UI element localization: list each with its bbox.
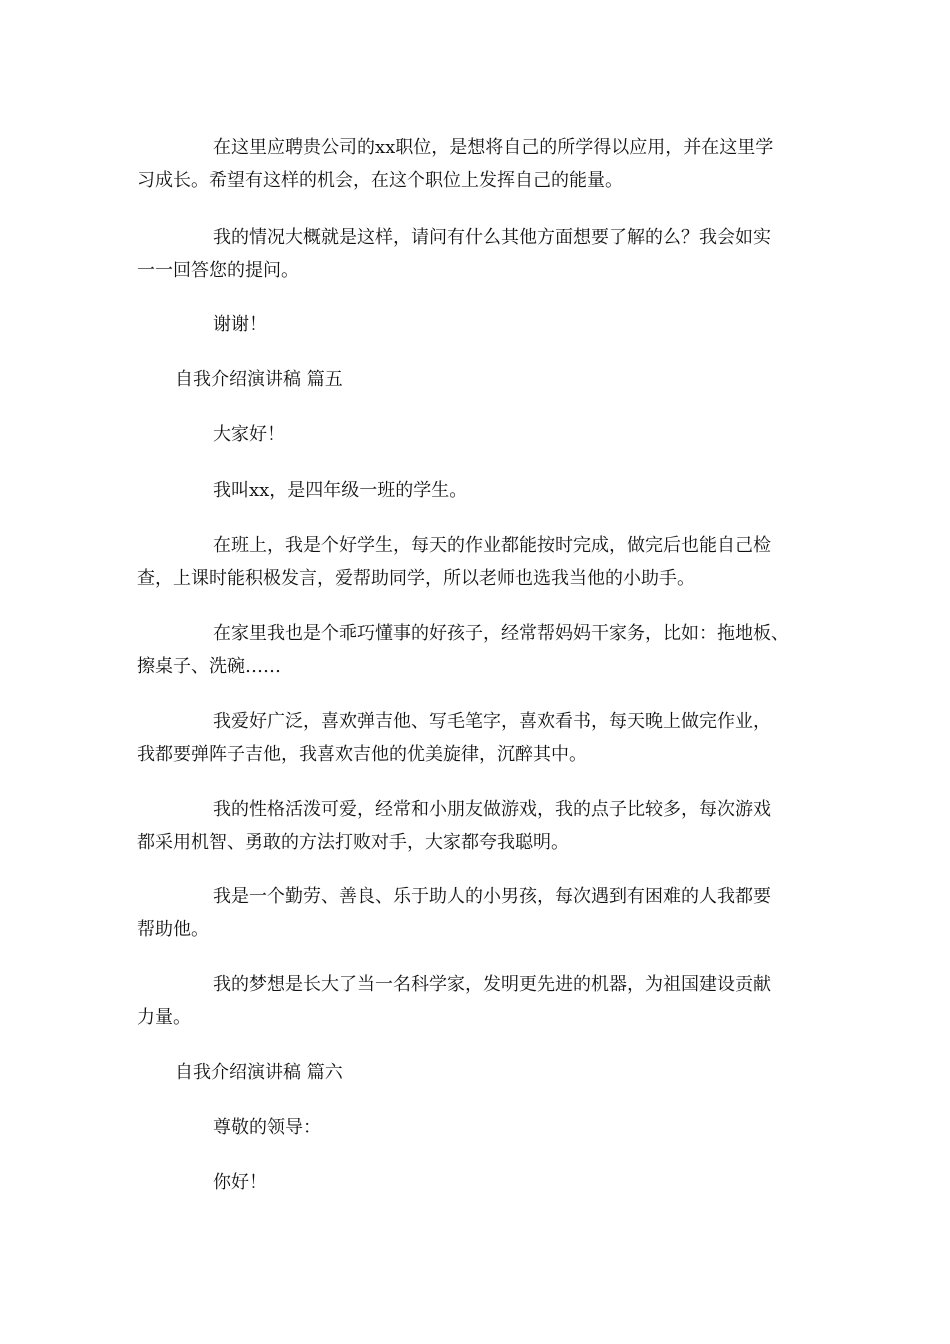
paragraph-line: 力量。 xyxy=(137,1007,191,1028)
paragraph-line: 大家好！ xyxy=(213,424,285,445)
paragraph xyxy=(137,1166,817,1199)
paragraph-line: 我爱好广泛，喜欢弹吉他、写毛笔字，喜欢看书，每天晚上做完作业， xyxy=(213,711,771,732)
paragraph xyxy=(137,529,817,595)
paragraph-line: 都采用机智、勇敢的方法打败对手，大家都夸我聪明。 xyxy=(137,832,569,853)
paragraph-line: 我的梦想是长大了当一名科学家，发明更先进的机器，为祖国建设贡献 xyxy=(213,974,771,995)
paragraph xyxy=(137,131,817,197)
paragraph xyxy=(137,705,817,771)
paragraph xyxy=(137,418,817,451)
paragraph-line: 你好！ xyxy=(213,1172,267,1193)
paragraph-line: 在这里应聘贵公司的xx职位，是想将自己的所学得以应用，并在这里学 xyxy=(213,137,774,158)
paragraph xyxy=(137,617,817,683)
paragraph-line: 谢谢！ xyxy=(213,314,267,335)
paragraph-line: 尊敬的领导： xyxy=(213,1117,321,1138)
paragraph xyxy=(137,1111,817,1144)
paragraph-line: 在班上，我是个好学生，每天的作业都能按时完成，做完后也能自己检 xyxy=(213,535,771,556)
paragraph-line: 我是一个勤劳、善良、乐于助人的小男孩，每次遇到有困难的人我都要 xyxy=(213,886,771,907)
paragraph-line: 我叫xx，是四年级一班的学生。 xyxy=(213,480,468,501)
paragraph-line: 在家里我也是个乖巧懂事的好孩子，经常帮妈妈干家务，比如：拖地板、 xyxy=(213,623,789,644)
paragraph xyxy=(137,880,817,946)
paragraph-line: 擦桌子、洗碗…… xyxy=(137,656,281,677)
paragraph xyxy=(137,308,817,341)
section-heading: 自我介绍演讲稿 篇五 xyxy=(175,369,343,390)
paragraph xyxy=(137,793,817,859)
paragraph-line: 我都要弹阵子吉他，我喜欢吉他的优美旋律，沉醉其中。 xyxy=(137,744,587,765)
paragraph-line: 一一回答您的提问。 xyxy=(137,260,299,281)
paragraph xyxy=(137,221,817,287)
paragraph xyxy=(137,474,817,507)
paragraph-line: 我的情况大概就是这样，请问有什么其他方面想要了解的么？我会如实 xyxy=(213,227,771,248)
paragraph xyxy=(137,968,817,1034)
paragraph-line: 习成长。希望有这样的机会，在这个职位上发挥自己的能量。 xyxy=(137,170,623,191)
paragraph-line: 查，上课时能积极发言，爱帮助同学，所以老师也选我当他的小助手。 xyxy=(137,568,695,589)
paragraph-line: 帮助他。 xyxy=(137,919,209,940)
paragraph-line: 我的性格活泼可爱，经常和小朋友做游戏，我的点子比较多，每次游戏 xyxy=(213,799,771,820)
section-heading: 自我介绍演讲稿 篇六 xyxy=(175,1062,343,1083)
